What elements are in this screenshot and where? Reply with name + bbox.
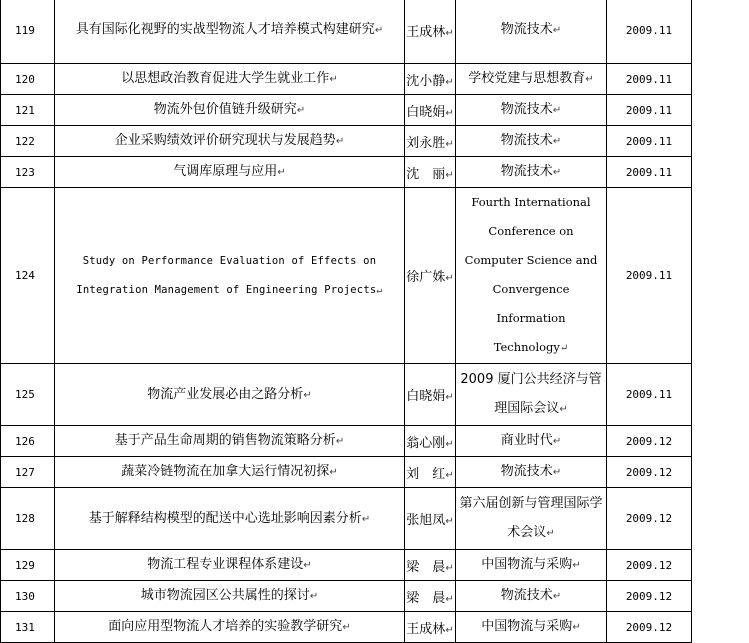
author: 翁心刚↵ [405, 426, 456, 457]
author: 白晓娟↵ [405, 364, 456, 426]
table-row [1, 364, 692, 426]
table-row [1, 157, 692, 188]
row-number: 127 [1, 457, 55, 488]
table-row [1, 457, 692, 488]
publish-date: 2009.11 [607, 157, 692, 188]
author: 刘 红↵ [405, 457, 456, 488]
author: 王成林↵ [405, 612, 456, 643]
row-number: 121 [1, 95, 55, 126]
table-row [1, 488, 692, 550]
table-row [1, 612, 692, 643]
venue: 学校党建与思想教育↵ [456, 64, 607, 95]
author: 王成林↵ [405, 0, 456, 64]
row-number: 129 [1, 550, 55, 581]
table-row [1, 426, 692, 457]
row-number: 123 [1, 157, 55, 188]
row-number: 120 [1, 64, 55, 95]
paper-title: 企业采购绩效评价研究现状与发展趋势↵ [55, 126, 405, 157]
author: 沈 丽↵ [405, 157, 456, 188]
publish-date: 2009.12 [607, 550, 692, 581]
venue: 物流技术↵ [456, 95, 607, 126]
publish-date: 2009.12 [607, 612, 692, 643]
publish-date: 2009.12 [607, 581, 692, 612]
row-number: 125 [1, 364, 55, 426]
row-number: 130 [1, 581, 55, 612]
publish-date: 2009.12 [607, 426, 692, 457]
venue: 中国物流与采购↵ [456, 612, 607, 643]
table-row [1, 188, 692, 364]
row-number: 122 [1, 126, 55, 157]
publish-date: 2009.11 [607, 0, 692, 64]
venue: 中国物流与采购↵ [456, 550, 607, 581]
row-number: 124 [1, 188, 55, 364]
publish-date: 2009.11 [607, 364, 692, 426]
paper-title: 物流外包价值链升级研究↵ [55, 95, 405, 126]
paper-title: 物流工程专业课程体系建设↵ [55, 550, 405, 581]
venue: 物流技术↵ [456, 457, 607, 488]
author: 梁 晨↵ [405, 581, 456, 612]
publish-date: 2009.12 [607, 457, 692, 488]
venue: 物流技术↵ [456, 157, 607, 188]
publish-date: 2009.11 [607, 126, 692, 157]
paper-title: 具有国际化视野的实战型物流人才培养模式构建研究↵ [55, 0, 405, 64]
venue: Fourth International Conference on Computer Science and Convergence Information Technology↵ [456, 188, 607, 364]
row-number: 119 [1, 0, 55, 64]
paper-title: 以思想政治教育促进大学生就业工作↵ [55, 64, 405, 95]
author: 沈小静↵ [405, 64, 456, 95]
paper-title: 城市物流园区公共属性的探讨↵ [55, 581, 405, 612]
author: 刘永胜↵ [405, 126, 456, 157]
table-row [1, 64, 692, 95]
paper-title: Study on Performance Evaluation of Effects on Integration Management of Engineering Projects↵ [55, 188, 405, 364]
publish-date: 2009.11 [607, 95, 692, 126]
paper-title: 物流产业发展必由之路分析↵ [55, 364, 405, 426]
venue: 2009 厦门公共经济与管理国际会议↵ [456, 364, 607, 426]
venue: 物流技术↵ [456, 126, 607, 157]
table-row [1, 581, 692, 612]
venue: 物流技术↵ [456, 0, 607, 64]
venue: 物流技术↵ [456, 581, 607, 612]
paper-title: 基于产品生命周期的销售物流策略分析↵ [55, 426, 405, 457]
venue: 商业时代↵ [456, 426, 607, 457]
paper-title: 蔬菜冷链物流在加拿大运行情况初探↵ [55, 457, 405, 488]
table-row [1, 126, 692, 157]
paper-title: 面向应用型物流人才培养的实验教学研究↵ [55, 612, 405, 643]
paper-title: 气调库原理与应用↵ [55, 157, 405, 188]
row-number: 126 [1, 426, 55, 457]
table-row [1, 0, 692, 64]
author: 梁 晨↵ [405, 550, 456, 581]
table-row [1, 550, 692, 581]
publish-date: 2009.12 [607, 488, 692, 550]
publish-date: 2009.11 [607, 188, 692, 364]
row-number: 128 [1, 488, 55, 550]
author: 白晓娟↵ [405, 95, 456, 126]
table-row [1, 95, 692, 126]
row-number: 131 [1, 612, 55, 643]
publish-date: 2009.11 [607, 64, 692, 95]
author: 徐广姝↵ [405, 188, 456, 364]
paper-title: 基于解释结构模型的配送中心选址影响因素分析↵ [55, 488, 405, 550]
publication-table-body [1, 0, 692, 643]
venue: 第六届创新与管理国际学术会议↵ [456, 488, 607, 550]
author: 张旭凤↵ [405, 488, 456, 550]
